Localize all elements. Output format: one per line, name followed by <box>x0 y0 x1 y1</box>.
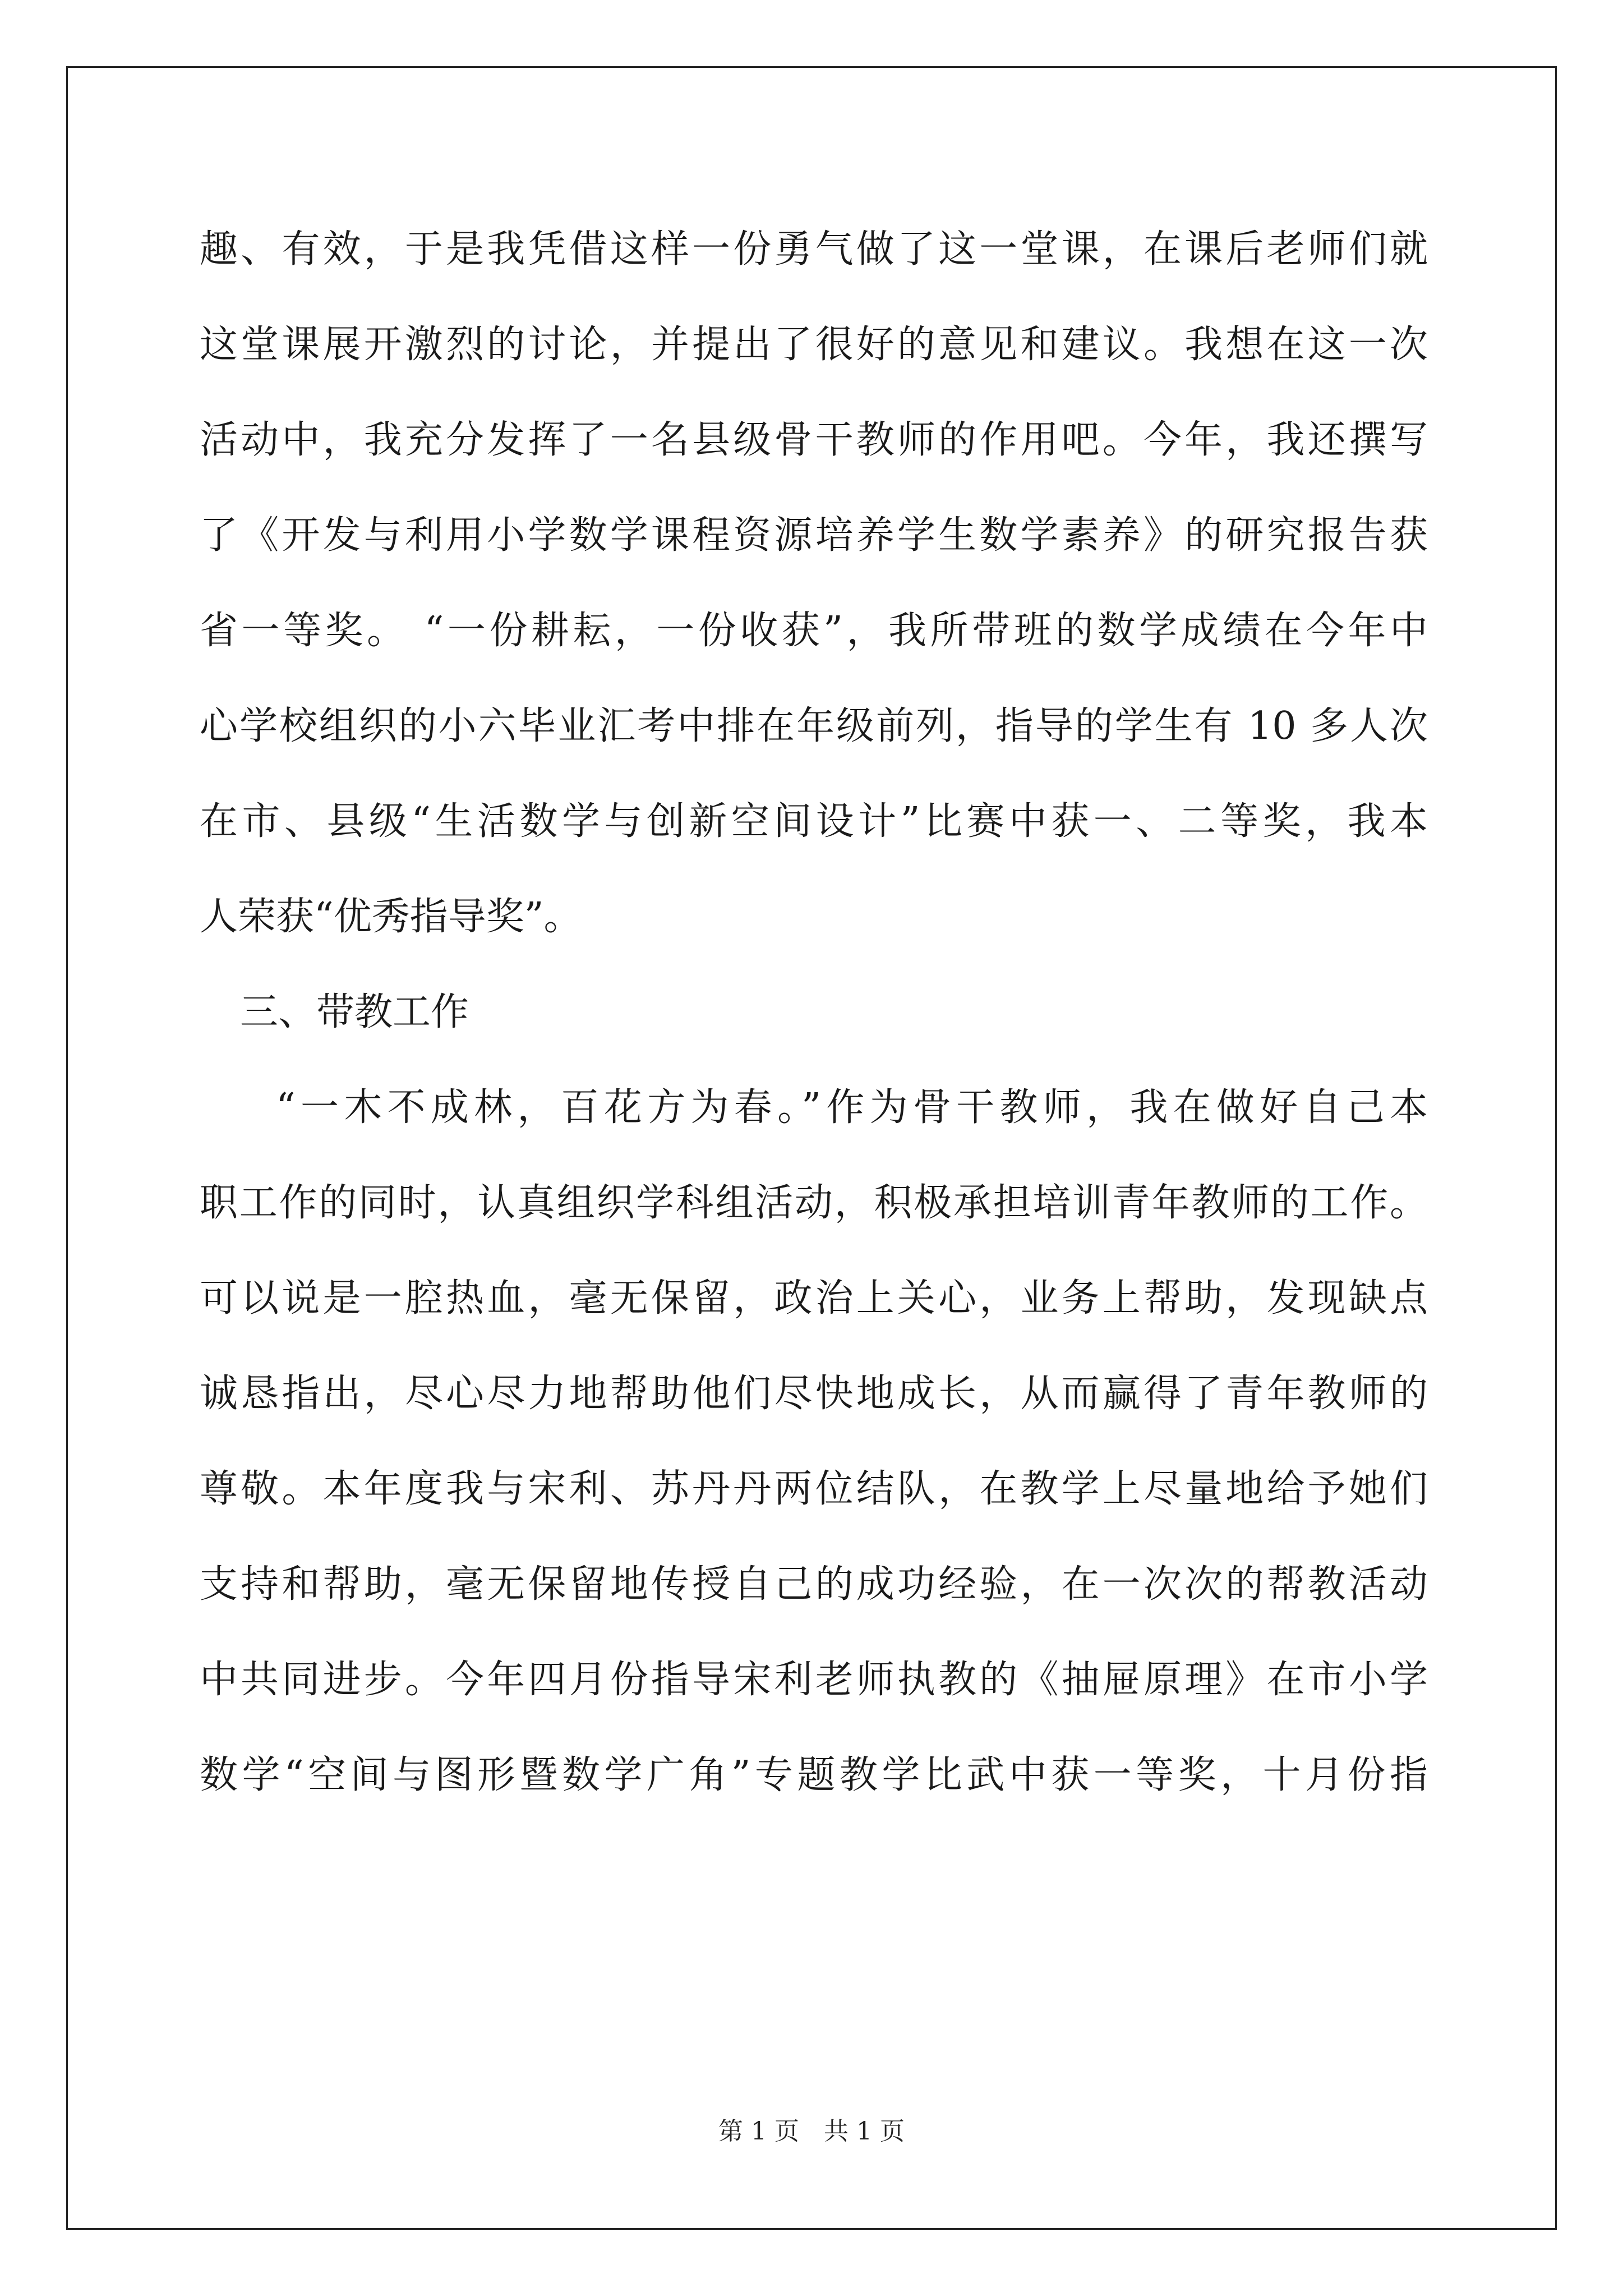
paragraph-line: 在市、县级“生活数学与创新空间设计”比赛中获一、二等奖，我本 <box>200 799 1428 844</box>
paragraph-line: 趣、有效，于是我凭借这样一份勇气做了这一堂课，在课后老师们就 <box>200 227 1428 272</box>
paragraph-line: 了《开发与利用小学数学课程资源培养学生数学素养》的研究报告获 <box>200 513 1428 558</box>
paragraph-line: 中共同进步。今年四月份指导宋利老师执教的《抽屉原理》在市小学 <box>200 1658 1428 1702</box>
paragraph-line: “一木不成林，百花方为春。”作为骨干教师，我在做好自己本 <box>276 1085 1428 1130</box>
paragraph-line: 尊敬。本年度我与宋利、苏丹丹两位结队，在教学上尽量地给予她们 <box>200 1467 1428 1511</box>
paragraph-line: 数学“空间与图形暨数学广角”专题教学比武中获一等奖，十月份指 <box>200 1753 1428 1797</box>
page-footer: 第 1 页 共 1 页 <box>718 2117 905 2146</box>
paragraph-line: 可以说是一腔热血，毫无保留，政治上关心，业务上帮助，发现缺点 <box>200 1276 1428 1320</box>
paragraph-line: 诚恳指出，尽心尽力地帮助他们尽快地成长，从而赢得了青年教师的 <box>200 1372 1428 1416</box>
paragraph-line: 省一等奖。 “一份耕耘，一份收获”，我所带班的数学成绩在今年中 <box>200 609 1428 653</box>
paragraph-line: 支持和帮助，毫无保留地传授自己的成功经验，在一次次的帮教活动 <box>200 1562 1428 1607</box>
paragraph-line: 这堂课展开激烈的讨论，并提出了很好的意见和建议。我想在这一次 <box>200 323 1428 367</box>
document-body <box>200 202 1428 1823</box>
paragraph-line: 心学校组织的小六毕业汇考中排在年级前列，指导的学生有 10 多人次 <box>200 704 1428 748</box>
paragraph-line: 人荣获“优秀指导奖”。 <box>200 895 582 939</box>
paragraph-line: 活动中，我充分发挥了一名县级骨干教师的作用吧。今年，我还撰写 <box>200 418 1428 462</box>
paragraph-line: 职工作的同时，认真组织学科组活动，积极承担培训青年教师的工作。 <box>200 1181 1428 1225</box>
section-heading: 三、带教工作 <box>240 990 469 1034</box>
